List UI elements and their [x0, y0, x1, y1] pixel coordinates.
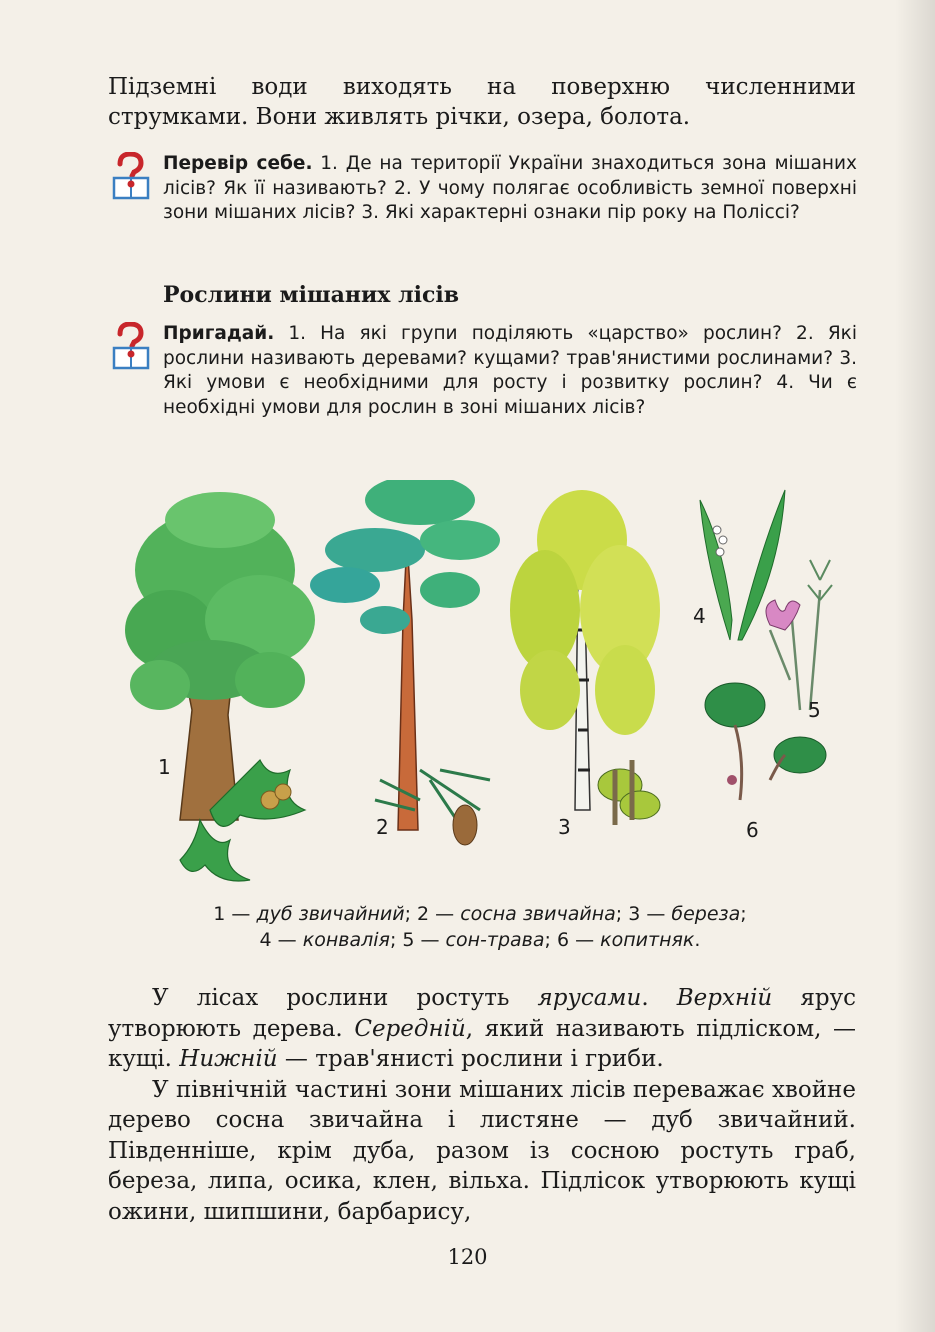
paragraph-trees: У північній частині зони мішаних лісів переважає хвойне дерево сосна звичайна і листяне — дуб звичайний. Південніше, крім дуба, разом із сосною ростуть граб, береза, липа, осика, клен, вільха. Підлісок утворюють кущі ожини, шипшини, барбарису,	[108, 1076, 856, 1225]
caption-plant-name: копитняк	[600, 929, 695, 951]
page-edge-shadow	[895, 0, 935, 1332]
check-yourself-questions: 1. Де на території України знаходиться зона мішаних лісів? Як її називають? 2. У чому полягає особливість земної поверхні зони мішаних лісів? 3. Які характерні ознаки пір року на Поліссі?	[163, 153, 857, 223]
caption-plant-name: сосна звичайна	[460, 903, 616, 925]
text-run: ярус утворюють дерева.	[108, 985, 856, 1042]
caption-number: 4 —	[259, 929, 303, 951]
recall-questions: 1. На які групи поділяють «царство» рослин? 2. Які рослини називають деревами? кущами? трав'янистими рослинами? 3. Які умови є необхідними для росту і розвитку рослин? 4. Чи є необхідні умови для рослин в зоні мішаних лісів?	[163, 323, 857, 418]
figure-caption-line-1	[120, 902, 840, 927]
pasque-flower-illustration	[766, 560, 832, 710]
text-run: — трав'янисті рослини і гриби.	[277, 1046, 664, 1072]
italic-term: Верхній	[676, 985, 773, 1011]
caption-punctuation: .	[694, 929, 701, 951]
caption-plant-name: сон-трава	[445, 929, 545, 951]
figure-label: 2	[376, 815, 389, 839]
text-run: У лісах рослини ростуть	[152, 985, 538, 1011]
check-yourself-block	[110, 152, 858, 262]
caption-plant-name: конвалія	[302, 929, 390, 951]
italic-term: ярусами	[537, 985, 642, 1011]
paragraph-tiers	[108, 983, 856, 1075]
text-run: , який називають підліском, — кущі.	[108, 1015, 856, 1072]
body-text	[108, 983, 856, 1227]
page-number: 120	[447, 1245, 488, 1269]
pine-tree-illustration	[310, 480, 500, 845]
figure-label: 6	[746, 818, 759, 842]
text-run: .	[641, 985, 677, 1011]
caption-number: ; 5 —	[389, 929, 446, 951]
recall-label: Пригадай.	[163, 323, 275, 344]
intro-paragraph: Підземні води виходять на поверхню численними струмками. Вони живлять річки, озера, болота.	[108, 74, 856, 130]
question-book-icon	[110, 152, 154, 202]
caption-plant-name: береза	[671, 903, 741, 925]
plants-illustration	[120, 480, 840, 900]
caption-plant-name: дуб звичайний	[256, 903, 405, 925]
figure-label: 1	[158, 755, 171, 779]
figure-label: 4	[693, 604, 706, 628]
caption-number: 1 —	[213, 903, 257, 925]
check-yourself-label: Перевір себе.	[163, 153, 313, 174]
recall-block	[110, 322, 858, 457]
italic-term: Середній	[354, 1015, 466, 1042]
oak-tree-illustration	[125, 492, 315, 881]
caption-number: ; 3 —	[615, 903, 672, 925]
figure-caption-line-2	[120, 928, 840, 953]
section-heading: Рослини мішаних лісів	[163, 282, 459, 308]
italic-term: Нижній	[179, 1046, 278, 1072]
check-yourself-text	[163, 152, 857, 226]
caption-punctuation: ;	[740, 903, 747, 925]
plants-drawing	[120, 480, 840, 900]
question-book-icon	[110, 322, 154, 372]
figure-label: 3	[558, 815, 571, 839]
figure-label: 5	[808, 698, 821, 722]
birch-tree-illustration	[510, 490, 660, 825]
recall-text	[163, 322, 857, 420]
caption-number: ; 2 —	[404, 903, 461, 925]
caption-number: ; 6 —	[544, 929, 601, 951]
